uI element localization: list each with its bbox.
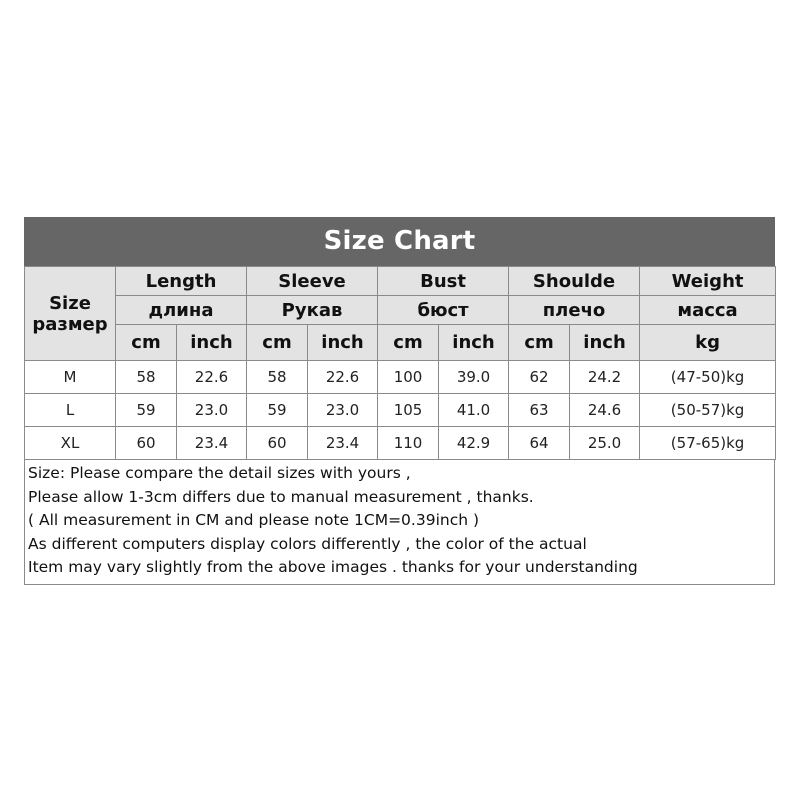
note-line: Please allow 1-3cm differs due to manual measurement , thanks. (28, 487, 534, 506)
shoulder-unit-inch: inch (570, 325, 640, 361)
shoulder-cm-cell: 64 (509, 427, 570, 460)
length-cm-cell: 60 (116, 427, 177, 460)
length-unit-cm: cm (116, 325, 177, 361)
bust-cm-cell: 100 (378, 361, 439, 394)
sleeve-cm-cell: 60 (247, 427, 308, 460)
bust-unit-inch: inch (439, 325, 509, 361)
weight-unit-kg: kg (640, 325, 776, 361)
size-chart (24, 217, 775, 585)
size-header-cell (25, 267, 116, 361)
length-cm-cell: 59 (116, 394, 177, 427)
shoulder-inch-cell: 24.2 (570, 361, 640, 394)
weight-cell: (50-57)kg (640, 394, 776, 427)
length-header: Length (116, 267, 247, 296)
chart-title-bar (24, 217, 775, 266)
length-header-ru: длина (116, 296, 247, 325)
length-inch-cell: 22.6 (177, 361, 247, 394)
table-row (25, 394, 776, 427)
sleeve-header-ru: Рукав (247, 296, 378, 325)
bust-inch-cell: 42.9 (439, 427, 509, 460)
shoulder-cm-cell: 62 (509, 361, 570, 394)
bust-header-ru: бюст (378, 296, 509, 325)
size-cell: M (25, 361, 116, 394)
shoulder-header-ru: плечо (509, 296, 640, 325)
size-cell: L (25, 394, 116, 427)
header-row-units (25, 325, 776, 361)
length-cm-cell: 58 (116, 361, 177, 394)
table-row (25, 361, 776, 394)
sleeve-unit-inch: inch (308, 325, 378, 361)
sleeve-cm-cell: 58 (247, 361, 308, 394)
header-row-russian (25, 296, 776, 325)
weight-header-ru: масса (640, 296, 776, 325)
length-inch-cell: 23.0 (177, 394, 247, 427)
note-line: Item may vary slightly from the above images . thanks for your understanding (28, 558, 638, 576)
sleeve-unit-cm: cm (247, 325, 308, 361)
shoulder-unit-cm: cm (509, 325, 570, 361)
length-unit-inch: inch (177, 325, 247, 361)
shoulder-inch-cell: 24.6 (570, 394, 640, 427)
sleeve-inch-cell: 23.4 (308, 427, 378, 460)
bust-cm-cell: 110 (378, 427, 439, 460)
notes-box (24, 460, 775, 585)
bust-unit-cm: cm (378, 325, 439, 361)
bust-inch-cell: 39.0 (439, 361, 509, 394)
sleeve-inch-cell: 23.0 (308, 394, 378, 427)
shoulder-cm-cell: 63 (509, 394, 570, 427)
size-header-en: Size (49, 292, 91, 314)
note-line: Size: Please compare the detail sizes with yours , (28, 464, 411, 482)
table-row (25, 427, 776, 460)
shoulder-header: Shoulde (509, 267, 640, 296)
size-cell: XL (25, 427, 116, 460)
sleeve-header: Sleeve (247, 267, 378, 296)
note-line: ( All measurement in CM and please note 1CM=0.39inch ) (28, 511, 480, 529)
bust-header: Bust (378, 267, 509, 296)
note-line: As different computers display colors differently , the color of the actual (28, 534, 587, 553)
weight-cell: (47-50)kg (640, 361, 776, 394)
bust-inch-cell: 41.0 (439, 394, 509, 427)
weight-cell: (57-65)kg (640, 427, 776, 460)
length-inch-cell: 23.4 (177, 427, 247, 460)
size-header-ru: размер (32, 313, 108, 335)
header-row-english (25, 267, 776, 296)
chart-title: Size Chart (323, 226, 476, 256)
sleeve-inch-cell: 22.6 (308, 361, 378, 394)
weight-header: Weight (640, 267, 776, 296)
size-table (24, 266, 776, 460)
shoulder-inch-cell: 25.0 (570, 427, 640, 460)
bust-cm-cell: 105 (378, 394, 439, 427)
sleeve-cm-cell: 59 (247, 394, 308, 427)
